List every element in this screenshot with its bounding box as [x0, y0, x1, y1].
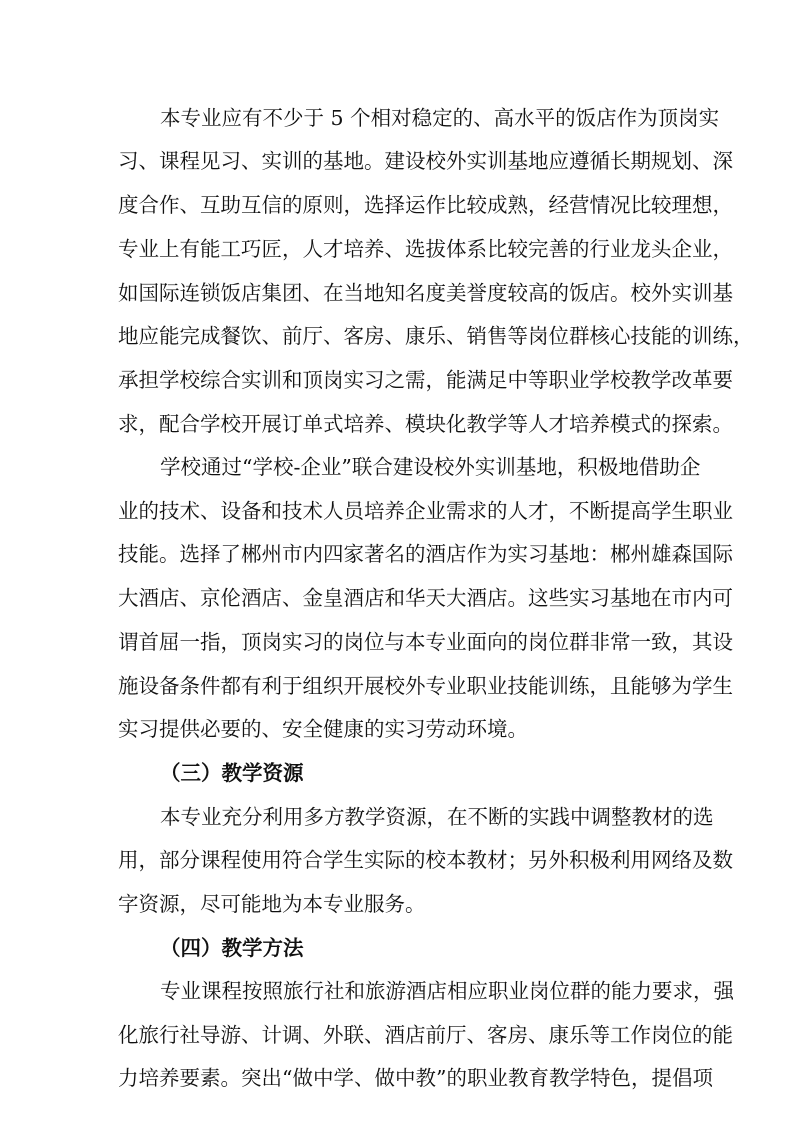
paragraph-2-line-1: 学校通过“学校-企业”联合建设校外实训基地，积极地借助企 [160, 455, 701, 479]
paragraph-2-line-6: 施设备条件都有利于组织开展校外专业职业技能训练，且能够为学生 [118, 674, 733, 698]
paragraph-1-line-2: 习、课程见习、实训的基地。建设校外实训基地应遵循长期规划、深 [118, 149, 733, 173]
paragraph-1-line-8: 求，配合学校开展订单式培养、模块化教学等人才培养模式的探索。 [118, 412, 733, 436]
paragraph-3-line-1: 本专业充分利用多方教学资源，在不断的实践中调整教材的选 [160, 805, 714, 829]
paragraph-1-line-4: 专业上有能工巧匠，人才培养、选拔体系比较完善的行业龙头企业， [118, 237, 733, 261]
paragraph-4-line-1: 专业课程按照旅行社和旅游酒店相应职业岗位群的能力要求，强 [160, 979, 734, 1003]
paragraph-1-line-5: 如国际连锁饭店集团、在当地知名度美誉度较高的饭店。校外实训基 [118, 281, 733, 305]
paragraph-1-line-3: 度合作、互助互信的原则，选择运作比较成熟，经营情况比较理想， [118, 193, 733, 217]
paragraph-2-line-2: 业的技术、设备和技术人员培养企业需求的人才，不断提高学生职业 [118, 499, 733, 523]
paragraph-1-line-6: 地应能完成餐饮、前厅、客房、康乐、销售等岗位群核心技能的训练， [118, 324, 754, 348]
paragraph-1-line-7: 承担学校综合实训和顶岗实习之需，能满足中等职业学校教学改革要 [118, 368, 733, 392]
paragraph-3-line-2: 用，部分课程使用符合学生实际的校本教材；另外积极利用网络及数 [118, 848, 733, 872]
paragraph-2-line-3: 技能。选择了郴州市内四家著名的酒店作为实习基地：郴州雄森国际 [118, 542, 733, 566]
paragraph-4-line-3: 力培养要素。突出“做中学、做中教”的职业教育教学特色，提倡项 [118, 1066, 713, 1090]
paragraph-3-line-3: 字资源，尽可能地为本专业服务。 [118, 892, 426, 916]
paragraph-1-line-1: 本专业应有不少于 5 个相对稳定的、高水平的饭店作为顶岗实 [160, 106, 720, 130]
section-heading-teaching-methods: （四）教学方法 [160, 936, 304, 960]
paragraph-2-line-5: 谓首屈一指，顶岗实习的岗位与本专业面向的岗位群非常一致，其设 [118, 630, 733, 654]
paragraph-2-line-7: 实习提供必要的、安全健康的实习劳动环境。 [118, 717, 528, 741]
section-heading-teaching-resources: （三）教学资源 [160, 761, 304, 785]
paragraph-4-line-2: 化旅行社导游、计调、外联、酒店前厅、客房、康乐等工作岗位的能 [118, 1023, 733, 1047]
paragraph-2-line-4: 大酒店、京伦酒店、金皇酒店和华天大酒店。这些实习基地在市内可 [118, 586, 733, 610]
